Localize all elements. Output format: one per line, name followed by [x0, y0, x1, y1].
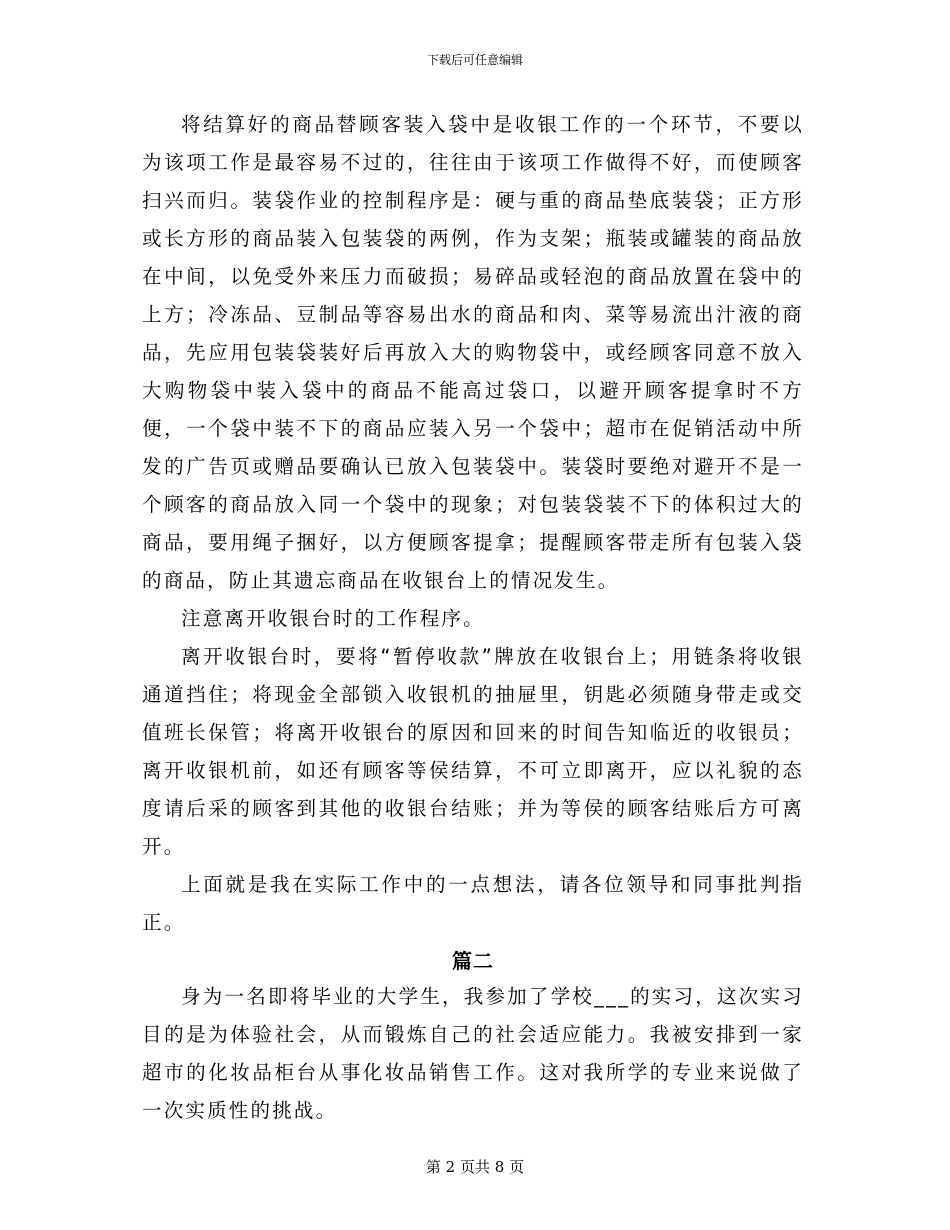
- page-header: 下载后可任意编辑: [426, 53, 523, 67]
- paragraph-internship-intro: 身为一名即将毕业的大学生，我参加了学校___的实习，这次实习目的是为体验社会，从而锻炼自己的社会适应能力。我被安排到一家超市的化妆品柜台从事化妆品销售工作。这对我所学的专业来说做了一次实质性的挑战。: [142, 985, 804, 1122]
- paragraph-leaving-counter-steps: 离开收银台时，要将“暂停收款”牌放在收银台上；用链条将收银通道挡住；将现金全部锁入收银机的抽屉里，钥匙必须随身带走或交值班长保管；将离开收银台的原因和回来的时间告知临近的收银员；离开收银机前，如还有顾客等侯结算，不可立即离开，应以礼貌的态度请后采的顾客到其他的收银台结账；并为等侯的顾客结账后方可离开。: [142, 645, 804, 858]
- paragraph-leaving-counter-heading: 注意离开收银台时的工作程序。: [181, 607, 485, 630]
- paragraph-bagging-procedure: 将结算好的商品替顾客装入袋中是收银工作的一个环节，不要以为该项工作是最容易不过的，往往由于该项工作做得不好，而使顾客扫兴而归。装袋作业的控制程序是：硬与重的商品垫底装袋；正方形或长方形的商品装入包装袋的两例，作为支架；瓶装或罐装的商品放在中间，以免受外来压力而破损；易碎品或轻泡的商品放置在袋中的上方；冷冻品、豆制品等容易出水的商品和肉、菜等易流出汁液的商品，先应用包装袋装好后再放入大的购物袋中，或经顾客同意不放入大购物袋中装入袋中的商品不能高过袋口，以避开顾客提拿时不方便，一个袋中装不下的商品应装入另一个袋中；超市在促销活动中所发的广告页或赠品要确认已放入包装袋中。装袋时要绝对避开不是一个顾客的商品放入同一个袋中的现象；对包装袋装不下的体积过大的商品，要用绳子捆好，以方便顾客提拿；提醒顾客带走所有包装入袋的商品，防止其遗忘商品在收银台上的情况发生。: [142, 113, 804, 592]
- page-number: 第 2 页共 8 页: [425, 1158, 525, 1176]
- paragraph-closing-remarks: 上面就是我在实际工作中的一点想法，请各位领导和同事批判指正。: [142, 873, 804, 934]
- section-title: 篇二: [452, 949, 494, 973]
- document-body: [142, 106, 804, 1130]
